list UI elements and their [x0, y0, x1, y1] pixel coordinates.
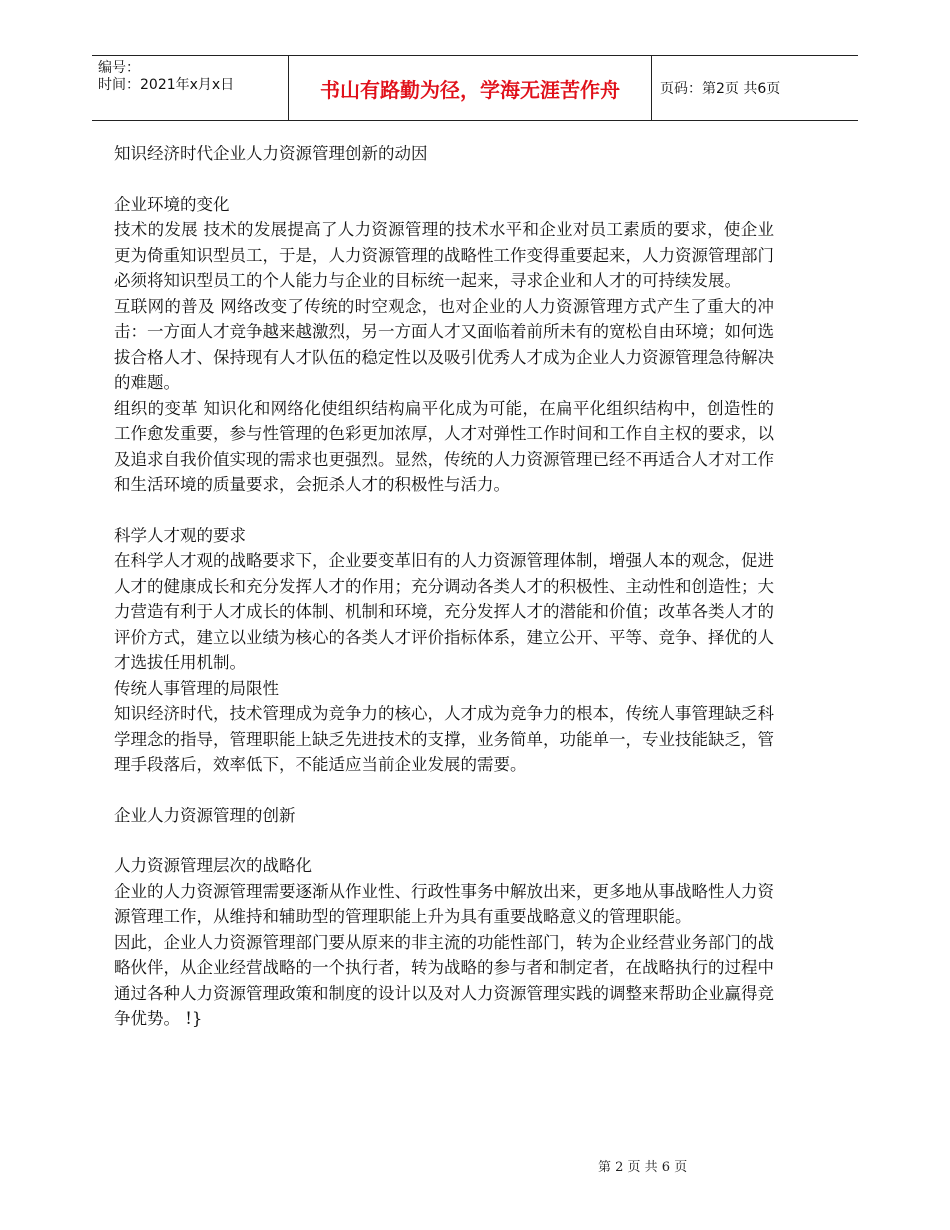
paragraph-technology: 技术的发展 技术的发展提高了人力资源管理的技术水平和企业对员工素质的要求，使企业更为倚重知识型员工，于是，人力资源管理的战略性工作变得重要起来，人力资源管理部门必须将知识型员工的个人能力与企业的目标统一起来，寻求企业和人才的可持续发展。 — [114, 220, 774, 290]
section-heading-strategy: 人力资源管理层次的战略化 — [114, 856, 312, 875]
document-title: 知识经济时代企业人力资源管理创新的动因 — [114, 144, 428, 163]
page-header — [92, 55, 858, 121]
paragraph-talent: 在科学人才观的战略要求下，企业要变革旧有的人力资源管理体制，增强人本的观念，促进人才的健康成长和充分发挥人才的作用；充分调动各类人才的积极性、主动性和创造性；大力营造有利于人才成长的体制、机制和环境，充分发挥人才的潜能和价值；改革各类人才的评价方式，建立以业绩为核心的各类人才评价指标体系，建立公开、平等、竞争、择优的人才选拔任用机制。 — [114, 551, 774, 672]
paragraph-limitations: 知识经济时代，技术管理成为竞争力的核心，人才成为竞争力的根本，传统人事管理缺乏科学理念的指导，管理职能上缺乏先进技术的支撑，业务简单，功能单一，专业技能缺乏，管理手段落后，效率低下，不能适应当前企业发展的需要。 — [114, 704, 774, 774]
page-footer: 第 2 页 共 6 页 — [598, 1160, 688, 1175]
section-heading-innovation: 企业人力资源管理的创新 — [114, 805, 296, 825]
paragraph-organization: 组织的变革 知识化和网络化使组织结构扁平化成为可能，在扁平化组织结构中，创造性的工作愈发重要，参与性管理的色彩更加浓厚，人才对弹性工作时间和工作自主权的要求，以及追求自我价值实现的需求也更强烈。显然，传统的人力资源管理已经不再适合人才对工作和生活环境的质量要求，会扼杀人才的积极性与活力。 — [114, 398, 774, 494]
section-heading-talent: 科学人才观的要求 — [114, 525, 246, 545]
section-heading-environment: 企业环境的变化 — [114, 194, 230, 214]
header-motto: 书山有路勤为径，学海无涯苦作舟 — [288, 56, 652, 120]
paragraph-strategy-2: 因此，企业人力资源管理部门要从原来的非主流的功能性部门，转为企业经营业务部门的战略伙伴，从企业经营战略的一个执行者，转为战略的参与者和制定者，在战略执行的过程中通过各种人力资源管理政策和制度的设计以及对人力资源管理实践的调整来帮助企业赢得竞争优势。 !} — [114, 932, 774, 1028]
document-number-label: 编号： — [98, 60, 140, 76]
section-heading-limitations: 传统人事管理的局限性 — [114, 678, 279, 698]
paragraph-strategy-1: 企业的人力资源管理需要逐渐从作业性、行政性事务中解放出来，更多地从事战略性人力资源管理工作，从维持和辅助型的管理职能上升为具有重要战略意义的管理职能。 — [114, 881, 774, 926]
document-time-label: 时间：2021年x月x日 — [98, 77, 235, 93]
document-body — [114, 141, 774, 1032]
header-page-info: 页码：第2页 共6页 — [660, 81, 781, 97]
header-meta — [92, 56, 288, 120]
paragraph-internet: 互联网的普及 网络改变了传统的时空观念，也对企业的人力资源管理方式产生了重大的冲击：一方面人才竞争越来越激烈，另一方面人才又面临着前所未有的宽松自由环境；如何选拔合格人才、保持现有人才队伍的稳定性以及吸引优秀人才成为企业人力资源管理急待解决的难题。 — [114, 296, 774, 392]
